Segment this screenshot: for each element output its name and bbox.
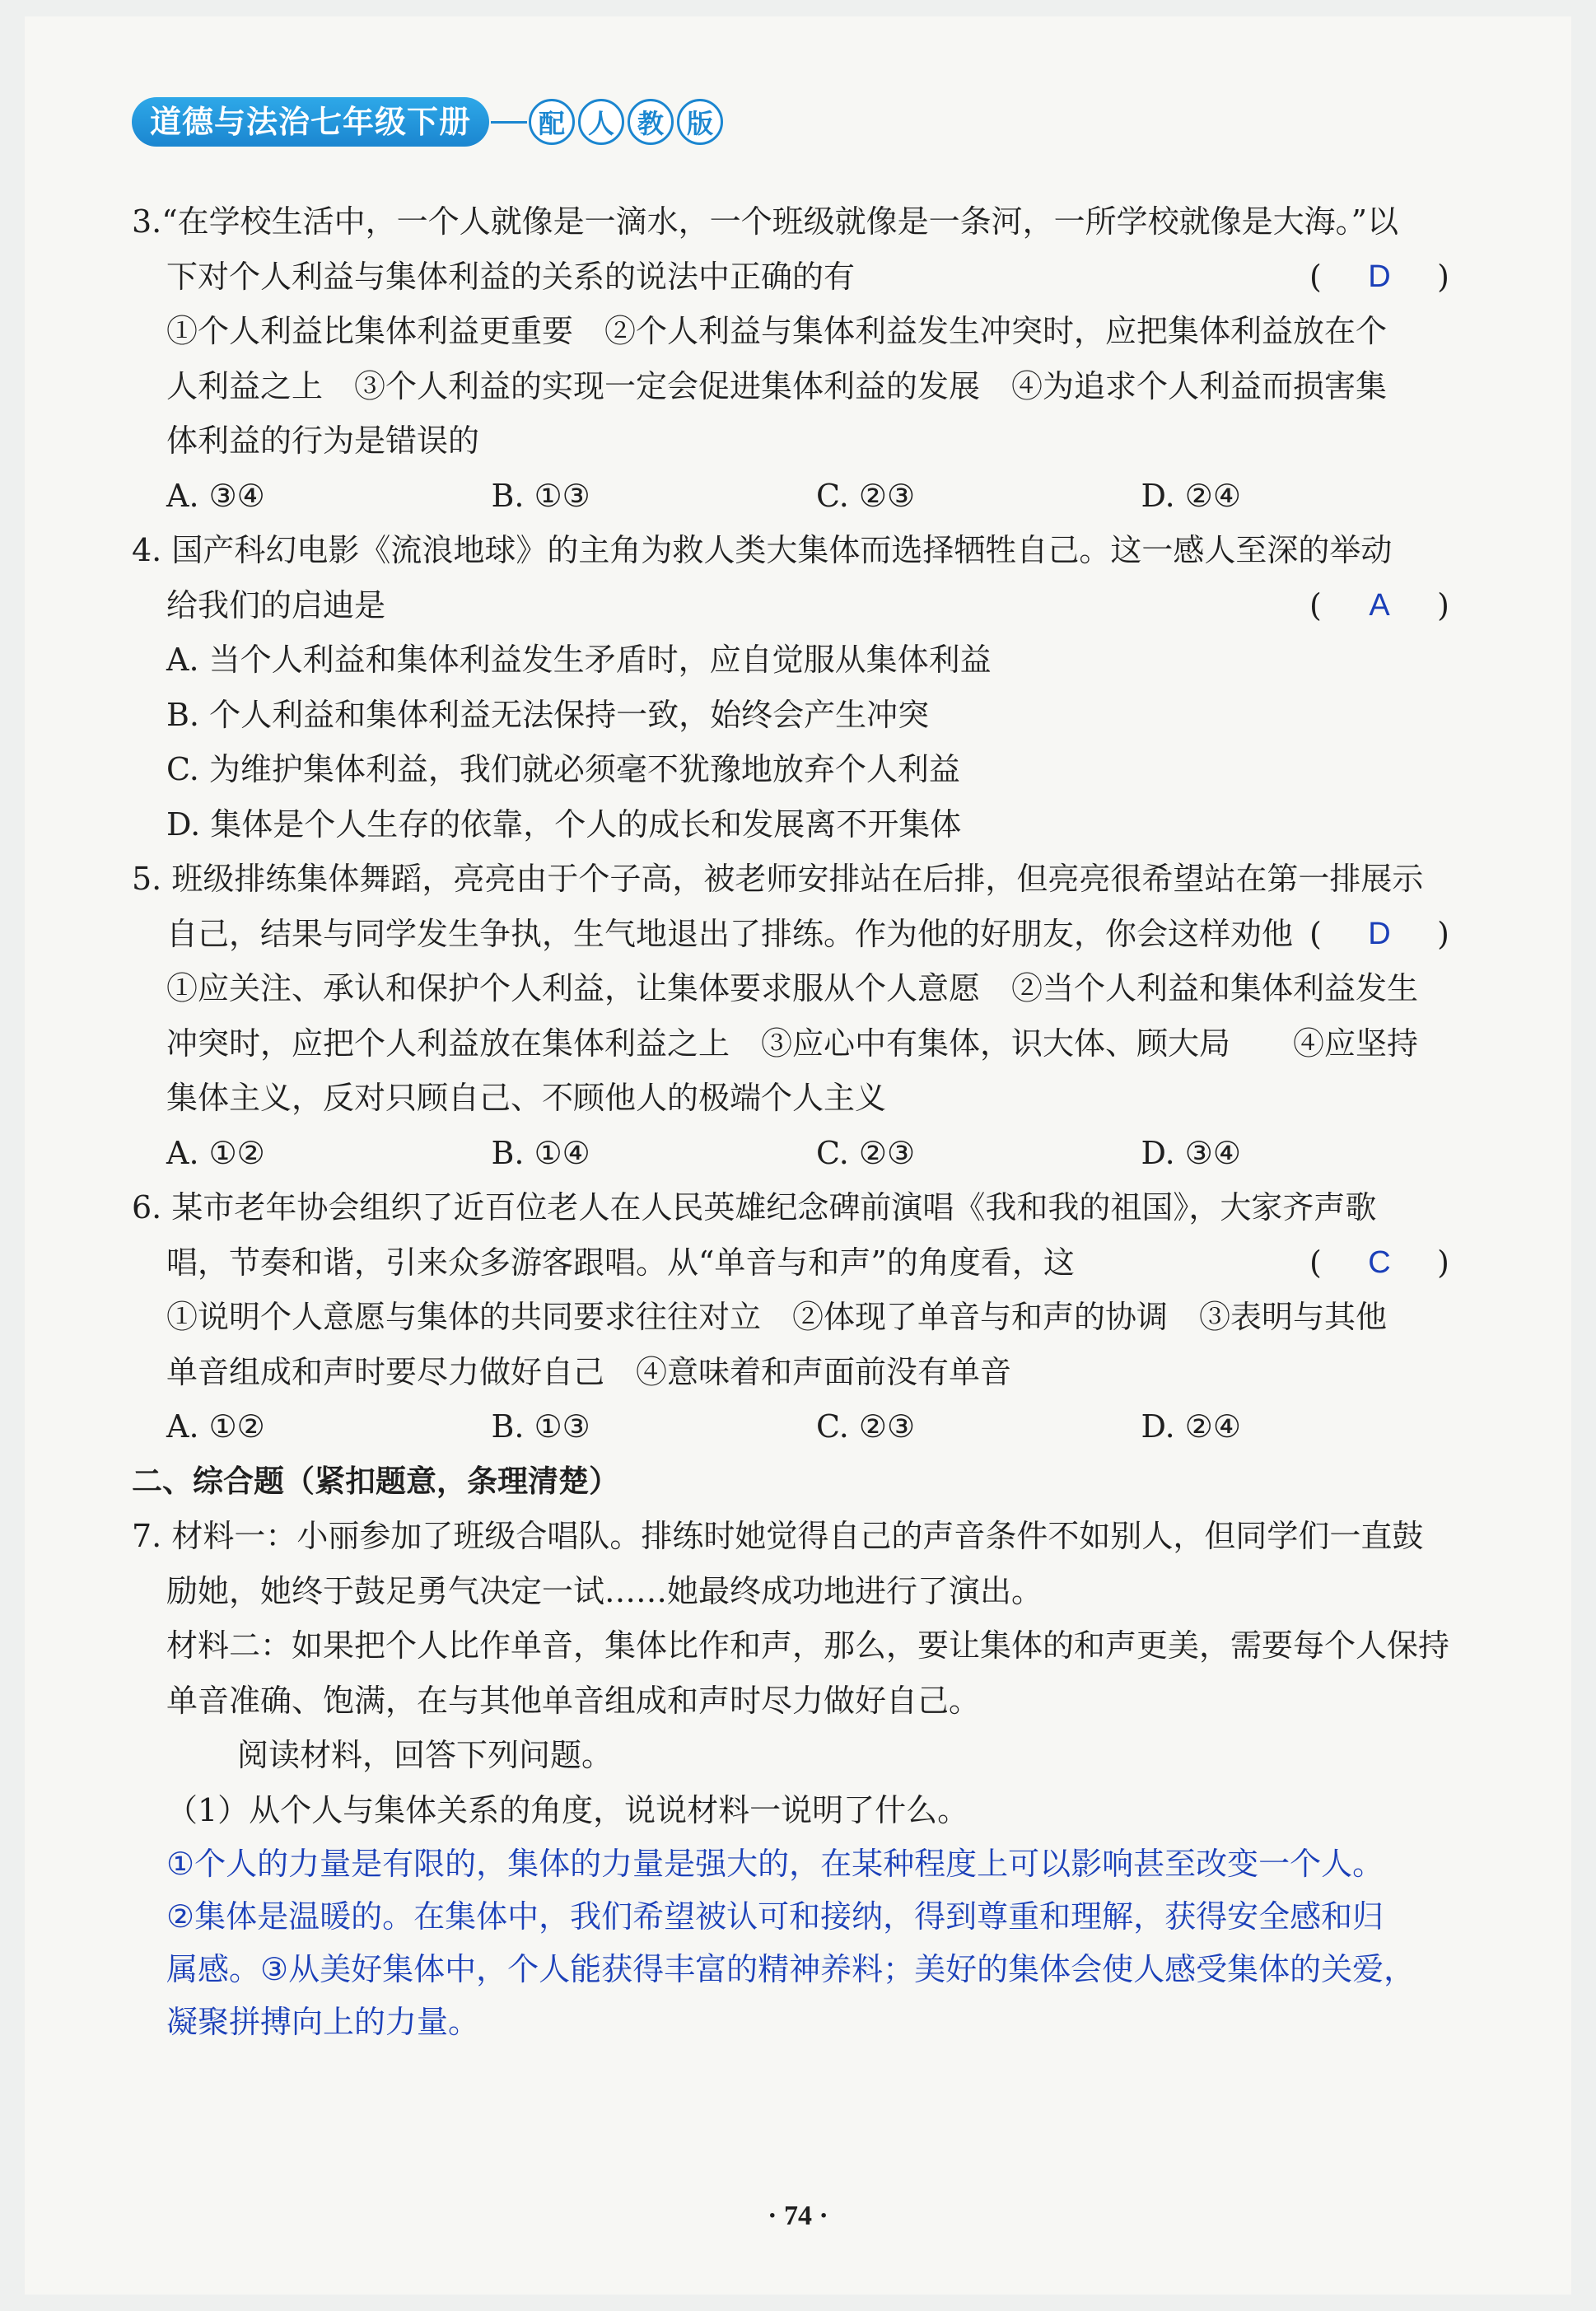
- answer-line: ②集体是温暖的。在集体中，我们希望被认可和接纳，得到尊重和理解，获得安全感和归: [166, 1898, 1384, 1935]
- book-header: [132, 92, 726, 152]
- q6-options: [132, 1399, 1466, 1454]
- q3-statement-line: 人利益之上 ③个人利益的实现一定会促进集体利益的发展 ④为追求个人利益而损害集: [166, 367, 1388, 404]
- bracket-open: (: [1309, 915, 1322, 952]
- option-a: A. ①②: [166, 1134, 265, 1171]
- q3-statement-line: ①个人利益比集体利益更重要 ②个人利益与集体利益发生冲突时，应把集体利益放在个: [166, 313, 1388, 349]
- q3-statement-line: 体利益的行为是错误的: [166, 423, 480, 459]
- bracket-open: (: [1309, 1244, 1322, 1281]
- q5-answer: D: [1368, 916, 1391, 951]
- option-c: C. ②③: [816, 477, 916, 514]
- answer-bracket: [1309, 250, 1449, 305]
- q5-stem-line: 5. 班级排练集体舞蹈，亮亮由于个子高，被老师安排站在后排，但亮亮很希望站在第一排展示: [132, 861, 1424, 897]
- option-d: D. ②④: [1141, 1408, 1241, 1445]
- q5-stem-line: [132, 907, 1466, 962]
- option-c: C. ②③: [816, 1134, 916, 1171]
- edition-char: 版: [677, 99, 723, 145]
- q3-stem-line: 3.“在学校生活中，一个人就像是一滴水，一个班级就像是一条河，一所学校就像是大海。”以: [132, 203, 1399, 240]
- option-a: A. ①②: [166, 1408, 265, 1445]
- q4-stem-line: 4. 国产科幻电影《流浪地球》的主角为救人类大集体而选择牺牲自己。这一感人至深的举动: [132, 532, 1393, 568]
- option-a: A. ③④: [166, 477, 265, 514]
- q4-option: D. 集体是个人生存的依靠，个人的成长和发展离不开集体: [166, 805, 962, 843]
- q6-stem-line: [132, 1235, 1466, 1291]
- q5-statement-line: ①应关注、承认和保护个人利益，让集体要求服从个人意愿 ②当个人利益和集体利益发生: [166, 970, 1419, 1006]
- q3-options: [132, 469, 1466, 524]
- answer-line: 凝聚拼搏向上的力量。: [166, 2004, 480, 2040]
- option-d: D. ③④: [1141, 1134, 1241, 1171]
- q6-stem-line: 6. 某市老年协会组织了近百位老人在人民英雄纪念碑前演唱《我和我的祖国》，大家齐声歌: [132, 1189, 1377, 1226]
- header-connector: [491, 121, 527, 124]
- option-c: C. ②③: [816, 1408, 916, 1445]
- q7-answer-block: [132, 1837, 1466, 2048]
- bracket-open: (: [1309, 586, 1322, 623]
- q3-stem-line: [132, 250, 1466, 305]
- q4-option: B. 个人利益和集体利益无法保持一致，始终会产生冲突: [166, 696, 930, 733]
- q4-option: C. 为维护集体利益，我们就必须毫不犹豫地放弃个人利益: [166, 751, 960, 787]
- bracket-close: ): [1437, 586, 1449, 623]
- q4-option: A. 当个人利益和集体利益发生矛盾时，应自觉服从集体利益: [166, 642, 992, 678]
- option-b: B. ①④: [491, 1134, 590, 1171]
- q7-material-line: 励她，她终于鼓足勇气决定一试……她最终成功地进行了演出。: [166, 1572, 1043, 1609]
- book-title: 道德与法治七年级下册: [132, 97, 489, 147]
- q5-stem-text: 自己，结果与同学发生争执，生气地退出了排练。作为他的好朋友，你会这样劝他: [166, 915, 1294, 952]
- q6-answer: C: [1368, 1244, 1391, 1280]
- q4-stem-text: 给我们的启迪是: [166, 586, 386, 623]
- section-title: 二、综合题（紧扣题意，条理清楚）: [132, 1463, 619, 1499]
- q7-material-line: 7. 材料一：小丽参加了班级合唱队。排练时她觉得自己的声音条件不如别人，但同学们一直鼓: [132, 1518, 1424, 1554]
- q3-stem-text: 下对个人利益与集体利益的关系的说法中正确的有: [166, 258, 856, 295]
- q4-answer: A: [1369, 587, 1390, 623]
- question-content: [132, 194, 1466, 2048]
- edition-char: 人: [578, 99, 624, 145]
- answer-bracket: [1309, 907, 1449, 962]
- option-d: D. ②④: [1141, 477, 1241, 514]
- q7-sub-question: （1）从个人与集体关系的角度，说说材料一说明了什么。: [166, 1791, 969, 1828]
- q7-instruction: 阅读材料，回答下列问题。: [237, 1737, 614, 1773]
- edition-char: 配: [529, 99, 575, 145]
- q3-answer: D: [1368, 259, 1391, 294]
- answer-line: 属感。③从美好集体中，个人能获得丰富的精神养料；美好的集体会使人感受集体的关爱，: [166, 1951, 1416, 1987]
- page-number: · 74 ·: [768, 2201, 828, 2231]
- answer-line: ①个人的力量是有限的，集体的力量是强大的，在某种程度上可以影响甚至改变一个人。: [166, 1846, 1384, 1882]
- q6-stem-text: 唱，节奏和谐，引来众多游客跟唱。从“单音与和声”的角度看，这: [166, 1244, 1075, 1281]
- q6-statement-line: ①说明个人意愿与集体的共同要求往往对立 ②体现了单音与和声的协调 ③表明与其他: [166, 1299, 1388, 1335]
- bracket-close: ): [1437, 915, 1449, 952]
- edition-char: 教: [628, 99, 674, 145]
- q6-statement-line: 单音组成和声时要尽力做好自己 ④意味着和声面前没有单音: [166, 1353, 1012, 1390]
- bracket-close: ): [1437, 258, 1449, 295]
- bracket-close: ): [1437, 1244, 1449, 1281]
- answer-bracket: [1309, 578, 1449, 633]
- bracket-open: (: [1309, 258, 1322, 295]
- q4-stem-line: [132, 578, 1466, 633]
- q5-statement-line: 集体主义，反对只顾自己、不顾他人的极端个人主义: [166, 1080, 887, 1116]
- q7-material-line: 单音准确、饱满，在与其他单音组成和声时尽力做好自己。: [166, 1682, 981, 1719]
- q5-options: [132, 1126, 1466, 1181]
- option-b: B. ①③: [491, 1408, 590, 1445]
- q7-material-line: 材料二：如果把个人比作单音，集体比作和声，那么，要让集体的和声更美，需要每个人保持: [166, 1627, 1450, 1664]
- q5-statement-line: 冲突时，应把个人利益放在集体利益之上 ③应心中有集体，识大体、顾大局 ④应坚持: [166, 1025, 1419, 1062]
- answer-bracket: [1309, 1235, 1449, 1291]
- option-b: B. ①③: [491, 477, 590, 514]
